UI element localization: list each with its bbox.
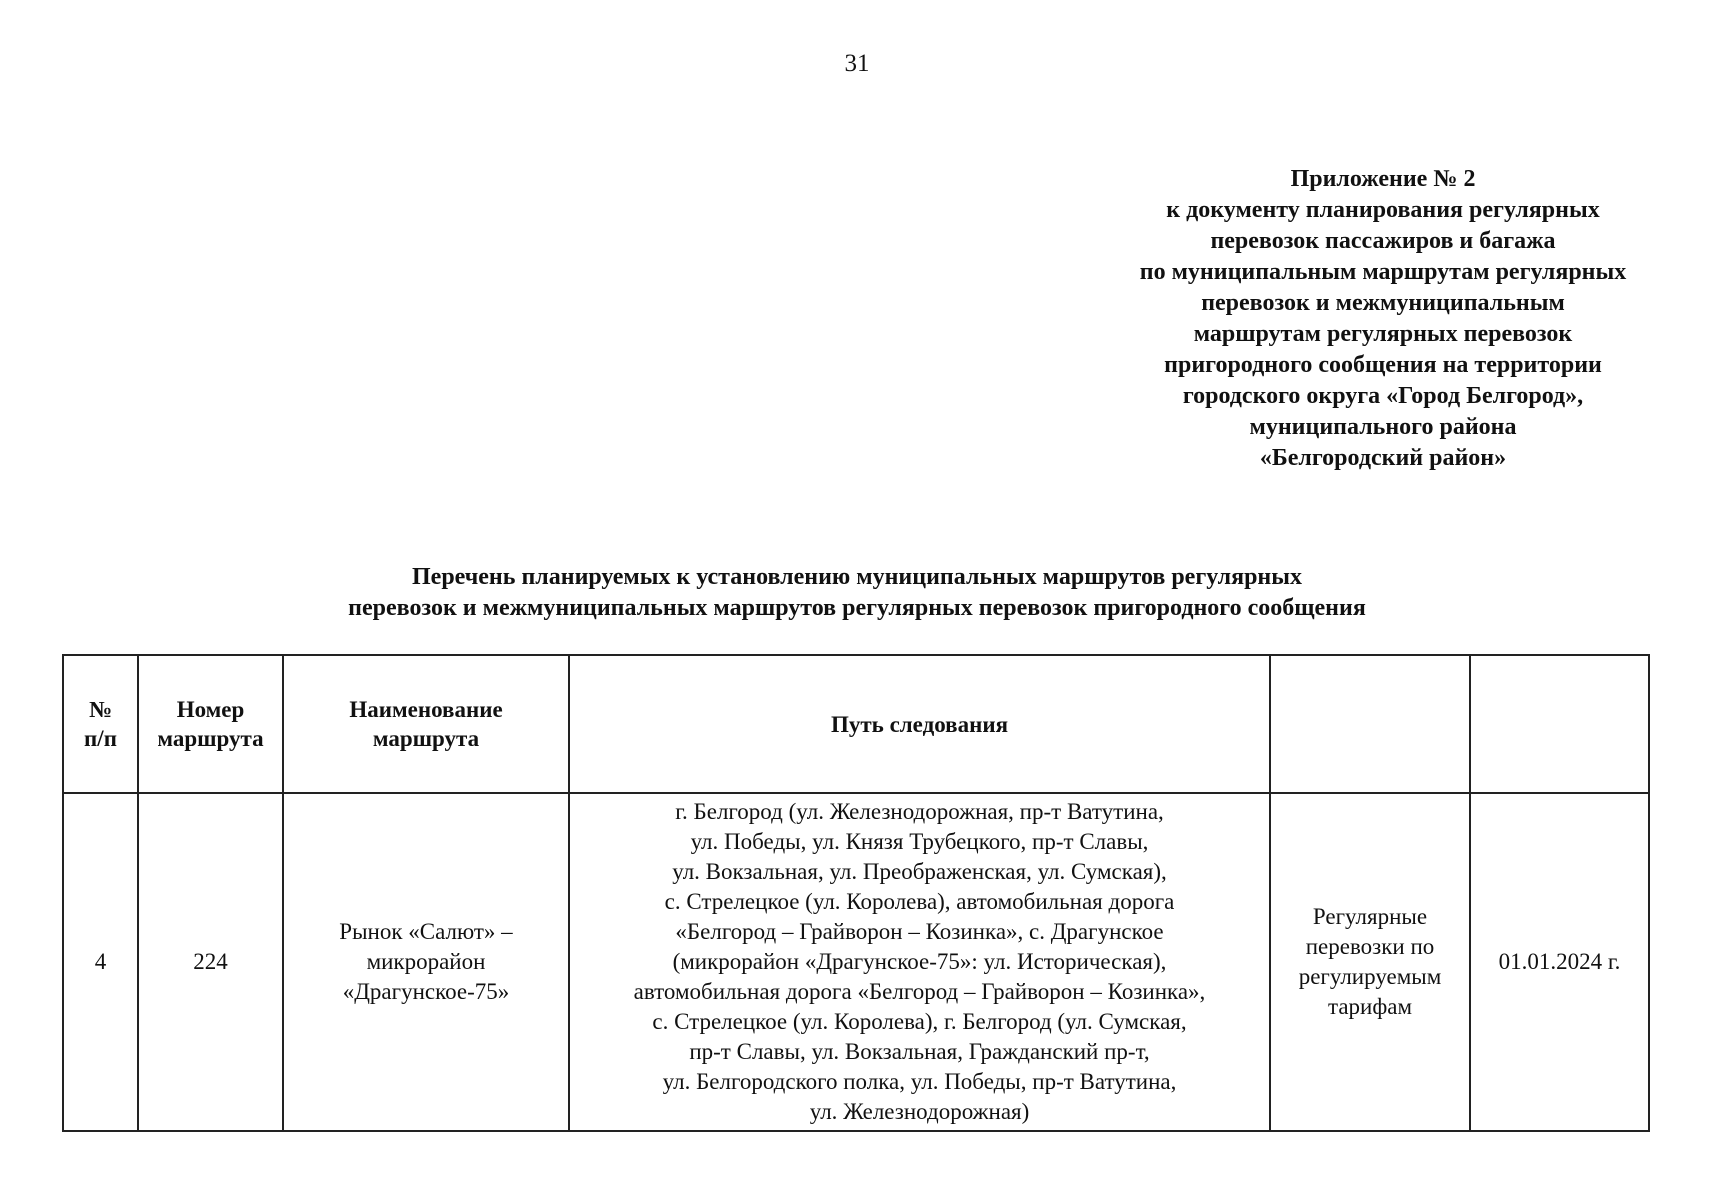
appendix-line: Приложение № 2 (1290, 166, 1476, 192)
cell-num: 4 (63, 793, 138, 1131)
list-title-line: перевозок и межмуниципальных маршрутов регулярных перевозок пригородного сообщения (348, 595, 1366, 621)
header-route-name: Наименование маршрута (283, 655, 569, 793)
cell-route-number: 224 (138, 793, 283, 1131)
appendix-line: пригородного сообщения на территории (1164, 352, 1602, 378)
appendix-line: перевозок и межмуниципальным (1201, 290, 1565, 316)
list-title-line: Перечень планируемых к установлению муниципальных маршрутов регулярных (412, 564, 1302, 590)
table-header-row (63, 655, 1649, 793)
table-row (63, 793, 1649, 1131)
appendix-line: муниципального района (1249, 414, 1517, 440)
header-path: Путь следования (569, 655, 1270, 793)
routes-table (62, 654, 1650, 1132)
cell-start-date: 01.01.2024 г. (1470, 793, 1649, 1131)
list-title (0, 562, 1714, 624)
cell-transport-type: Регулярные перевозки по регулируемым тарифам (1270, 793, 1470, 1131)
page-number: 31 (844, 50, 870, 77)
appendix-heading (1088, 164, 1678, 474)
header-num: № п/п (63, 655, 138, 793)
header-route-number: Номер маршрута (138, 655, 283, 793)
appendix-line: маршрутам регулярных перевозок (1193, 321, 1573, 347)
appendix-line: «Белгородский район» (1259, 445, 1507, 471)
appendix-line: перевозок пассажиров и багажа (1210, 228, 1556, 254)
cell-path: г. Белгород (ул. Железнодорожная, пр-т Ватутина, ул. Победы, ул. Князя Трубецкого, пр-т Славы, ул. Вокзальная, ул. Преображенская, ул. Сумская), с. Стрелецкое (ул. Королева), автомобильная дорога «Белгород – Грайворон – Козинка», с. Драгунское (микрорайон «Драгунское-75»: ул. Историческая), автомобильная дорога «Белгород – Грайворон – Козинка», с. Стрелецкое (ул. Королева), г. Белгород (ул. Сумская, пр-т Славы, ул. Вокзальная, Гражданский пр-т, ул. Белгородского полка, ул. Победы, пр-т Ватутина, ул. Железнодорожная) (569, 793, 1270, 1131)
appendix-line: городского округа «Город Белгород», (1182, 383, 1584, 409)
appendix-line: по муниципальным маршрутам регулярных (1139, 259, 1627, 285)
header-transport-type (1270, 655, 1470, 793)
header-start-date (1470, 655, 1649, 793)
appendix-line: к документу планирования регулярных (1166, 197, 1600, 223)
cell-route-name: Рынок «Салют» – микрорайон «Драгунское-75» (283, 793, 569, 1131)
